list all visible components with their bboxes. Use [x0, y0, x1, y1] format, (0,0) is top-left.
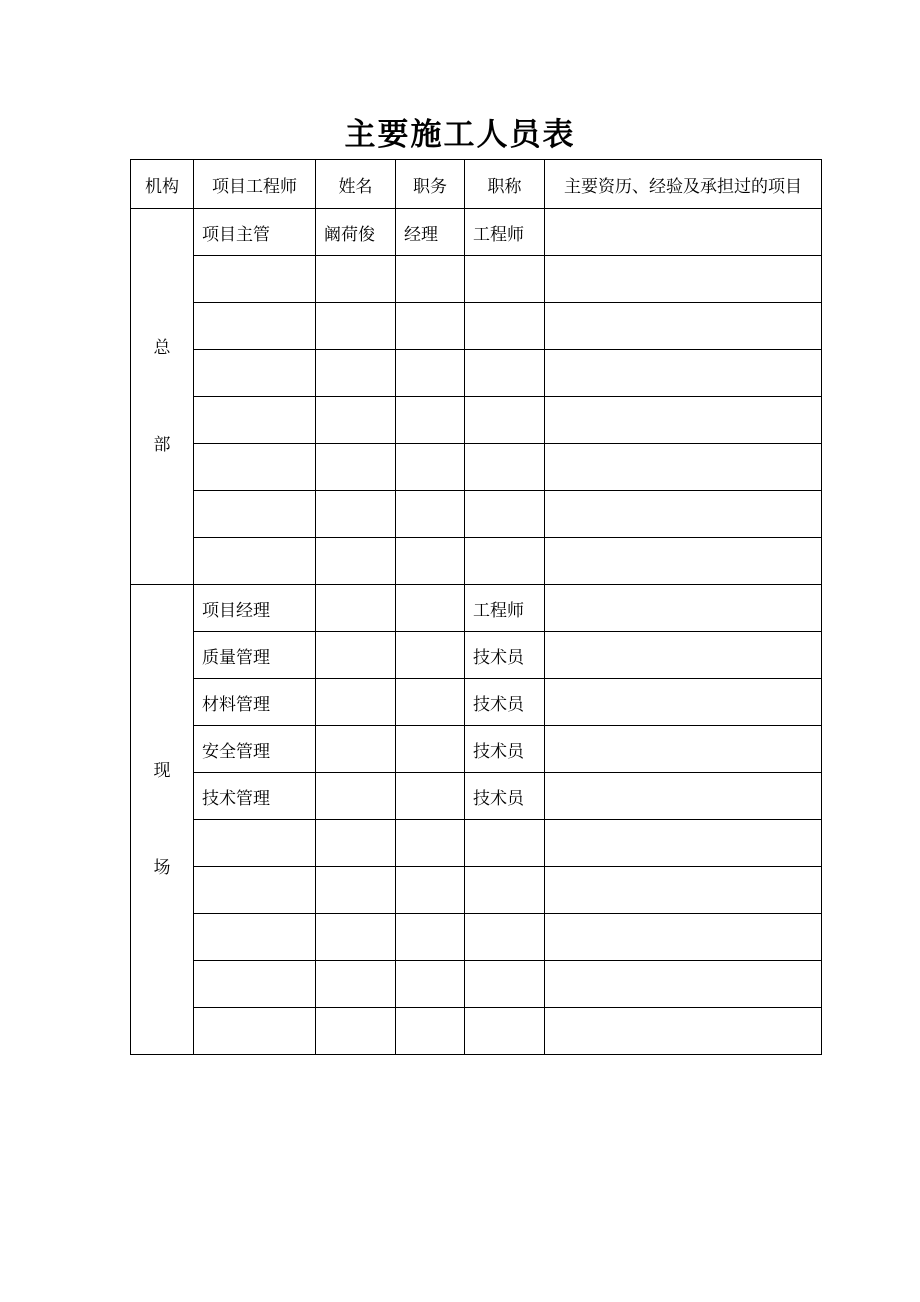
table-row [131, 632, 822, 679]
cell-name: 阚荷俊 [316, 209, 396, 256]
cell-name [316, 679, 396, 726]
table-row [131, 491, 822, 538]
cell-experience [545, 632, 822, 679]
cell-experience [545, 867, 822, 914]
cell-role [194, 914, 316, 961]
cell-role [194, 256, 316, 303]
cell-role [194, 397, 316, 444]
cell-experience [545, 444, 822, 491]
cell-experience [545, 209, 822, 256]
cell-title [465, 256, 545, 303]
cell-role: 项目经理 [194, 585, 316, 632]
cell-name [316, 491, 396, 538]
header-org: 机构 [131, 160, 194, 209]
cell-title: 技术员 [465, 726, 545, 773]
header-project-engineer: 项目工程师 [194, 160, 316, 209]
cell-experience [545, 303, 822, 350]
cell-title [465, 397, 545, 444]
cell-name [316, 632, 396, 679]
cell-position [396, 914, 465, 961]
cell-position [396, 773, 465, 820]
page-title: 主要施工人员表 [344, 117, 576, 153]
cell-position [396, 961, 465, 1008]
table-row [131, 444, 822, 491]
cell-position [396, 538, 465, 585]
cell-experience [545, 350, 822, 397]
cell-experience [545, 820, 822, 867]
cell-role [194, 538, 316, 585]
cell-position [396, 491, 465, 538]
org-section-label [131, 209, 194, 585]
cell-role: 技术管理 [194, 773, 316, 820]
cell-title [465, 820, 545, 867]
cell-role [194, 303, 316, 350]
cell-title [465, 961, 545, 1008]
header-experience: 主要资历、经验及承担过的项目 [545, 160, 822, 209]
cell-title [465, 867, 545, 914]
cell-name [316, 773, 396, 820]
table-header-row [131, 160, 822, 209]
table-row [131, 820, 822, 867]
cell-role [194, 350, 316, 397]
table-row [131, 397, 822, 444]
cell-title [465, 1008, 545, 1055]
table-row [131, 961, 822, 1008]
cell-position [396, 585, 465, 632]
table-row [131, 679, 822, 726]
table-row [131, 303, 822, 350]
cell-experience [545, 491, 822, 538]
cell-title [465, 491, 545, 538]
cell-name [316, 538, 396, 585]
cell-role: 质量管理 [194, 632, 316, 679]
cell-title: 技术员 [465, 679, 545, 726]
cell-role [194, 444, 316, 491]
org-char: 场 [153, 857, 171, 878]
org-char: 部 [153, 434, 171, 455]
cell-name [316, 256, 396, 303]
cell-name [316, 961, 396, 1008]
org-char: 总 [153, 337, 171, 358]
cell-name [316, 867, 396, 914]
cell-title [465, 538, 545, 585]
cell-title [465, 350, 545, 397]
cell-position [396, 444, 465, 491]
cell-position [396, 867, 465, 914]
cell-name [316, 303, 396, 350]
table-row [131, 538, 822, 585]
cell-experience [545, 914, 822, 961]
cell-title [465, 914, 545, 961]
cell-position [396, 726, 465, 773]
cell-title: 技术员 [465, 632, 545, 679]
cell-experience [545, 397, 822, 444]
cell-position [396, 303, 465, 350]
cell-experience [545, 256, 822, 303]
cell-role [194, 867, 316, 914]
cell-experience [545, 961, 822, 1008]
cell-experience [545, 773, 822, 820]
cell-name [316, 914, 396, 961]
org-char: 现 [153, 760, 171, 781]
cell-role: 项目主管 [194, 209, 316, 256]
cell-position [396, 350, 465, 397]
cell-role [194, 820, 316, 867]
cell-experience [545, 679, 822, 726]
table-row [131, 726, 822, 773]
cell-name [316, 397, 396, 444]
cell-name [316, 1008, 396, 1055]
header-name: 姓名 [316, 160, 396, 209]
table-row [131, 585, 822, 632]
staff-table [130, 159, 822, 1055]
cell-title: 工程师 [465, 209, 545, 256]
table-row [131, 914, 822, 961]
cell-experience [545, 585, 822, 632]
org-label-text [154, 300, 171, 494]
cell-position [396, 397, 465, 444]
cell-role [194, 1008, 316, 1055]
cell-position [396, 256, 465, 303]
cell-name [316, 350, 396, 397]
cell-position [396, 679, 465, 726]
org-section-label [131, 585, 194, 1055]
cell-position [396, 820, 465, 867]
cell-position [396, 1008, 465, 1055]
table-row [131, 350, 822, 397]
cell-name [316, 585, 396, 632]
org-label-text [154, 723, 171, 917]
cell-title: 技术员 [465, 773, 545, 820]
cell-role [194, 961, 316, 1008]
cell-name [316, 820, 396, 867]
cell-position [396, 632, 465, 679]
table-row [131, 256, 822, 303]
cell-role: 安全管理 [194, 726, 316, 773]
table-row [131, 1008, 822, 1055]
cell-role: 材料管理 [194, 679, 316, 726]
table-row [131, 209, 822, 256]
cell-role [194, 491, 316, 538]
cell-name [316, 726, 396, 773]
cell-name [316, 444, 396, 491]
cell-title: 工程师 [465, 585, 545, 632]
cell-position: 经理 [396, 209, 465, 256]
table-row [131, 773, 822, 820]
header-title: 职称 [465, 160, 545, 209]
table-row [131, 867, 822, 914]
cell-experience [545, 1008, 822, 1055]
cell-title [465, 444, 545, 491]
cell-experience [545, 538, 822, 585]
cell-title [465, 303, 545, 350]
header-position: 职务 [396, 160, 465, 209]
staff-table-body [131, 160, 822, 1055]
cell-experience [545, 726, 822, 773]
